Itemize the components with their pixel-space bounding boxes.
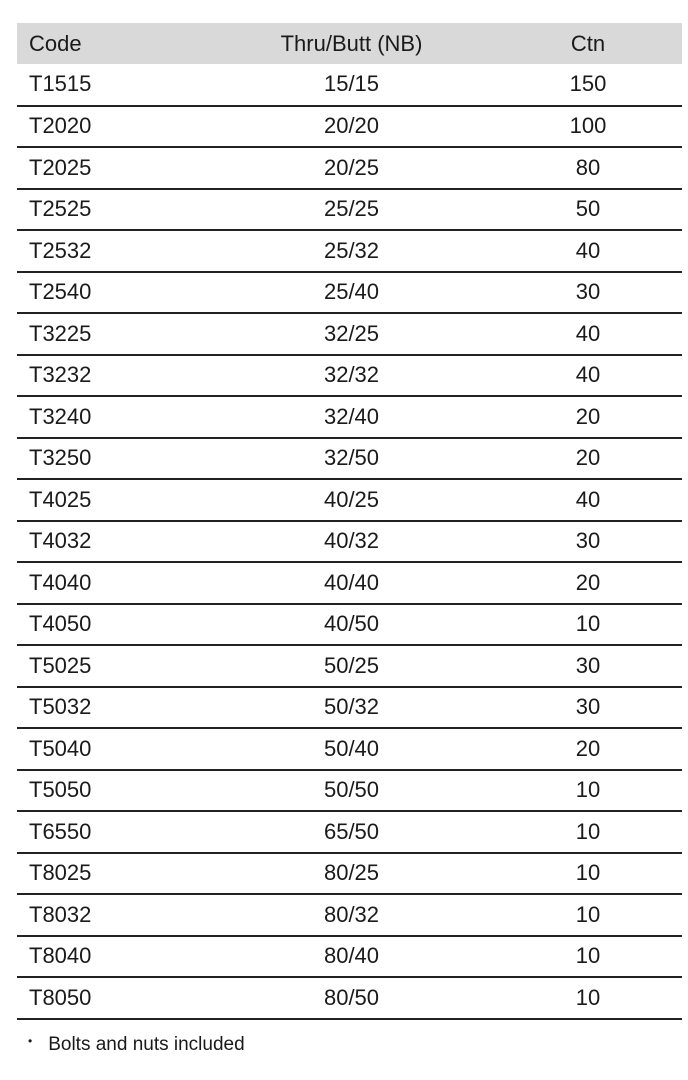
cell-thru-butt: 80/50 — [323, 984, 380, 1010]
cell-code: T4025 — [29, 486, 92, 512]
cell-code: T2532 — [29, 237, 92, 263]
cell-ctn: 20 — [575, 735, 601, 761]
table-row — [17, 604, 682, 646]
cell-ctn: 10 — [575, 860, 601, 886]
header-ctn: Ctn — [570, 30, 606, 56]
header-row — [17, 23, 682, 64]
cell-thru-butt: 50/40 — [323, 735, 380, 761]
table-row — [17, 272, 682, 314]
table-row — [17, 521, 682, 563]
cell-thru-butt: 50/50 — [323, 777, 380, 803]
cell-ctn: 10 — [575, 901, 601, 927]
table-row — [17, 977, 682, 1019]
cell-ctn: 10 — [575, 943, 601, 969]
cell-thru-butt: 50/25 — [323, 652, 380, 678]
header-thru-butt: Thru/Butt (NB) — [280, 30, 423, 56]
table-row — [17, 562, 682, 604]
cell-thru-butt: 32/50 — [323, 445, 380, 471]
cell-ctn: 40 — [575, 362, 601, 388]
cell-ctn: 40 — [575, 486, 601, 512]
cell-thru-butt: 40/40 — [323, 569, 380, 595]
cell-code: T4032 — [29, 528, 92, 554]
cell-ctn: 30 — [575, 279, 601, 305]
cell-code: T8040 — [29, 943, 92, 969]
table-header — [17, 23, 682, 64]
cell-thru-butt: 65/50 — [323, 818, 380, 844]
table-row — [17, 645, 682, 687]
table-row — [17, 438, 682, 480]
cell-ctn: 30 — [575, 528, 601, 554]
cell-thru-butt: 25/25 — [323, 196, 380, 222]
cell-code: T2025 — [29, 154, 92, 180]
cell-thru-butt: 32/32 — [323, 362, 380, 388]
cell-code: T5050 — [29, 777, 92, 803]
cell-ctn: 100 — [569, 113, 607, 139]
cell-thru-butt: 80/32 — [323, 901, 380, 927]
cell-ctn: 20 — [575, 445, 601, 471]
cell-code: T8050 — [29, 984, 92, 1010]
table-row — [17, 479, 682, 521]
cell-ctn: 10 — [575, 777, 601, 803]
cell-thru-butt: 40/50 — [323, 611, 380, 637]
cell-thru-butt: 40/32 — [323, 528, 380, 554]
cell-thru-butt: 40/25 — [323, 486, 380, 512]
table-row — [17, 728, 682, 770]
cell-ctn: 50 — [575, 196, 601, 222]
footnote-text: Bolts and nuts included — [48, 1034, 245, 1055]
product-table — [17, 23, 682, 1020]
table-row — [17, 313, 682, 355]
cell-thru-butt: 25/32 — [323, 237, 380, 263]
cell-code: T3250 — [29, 445, 92, 471]
cell-code: T5032 — [29, 694, 92, 720]
cell-code: T2540 — [29, 279, 92, 305]
cell-code: T5040 — [29, 735, 92, 761]
table-row — [17, 189, 682, 231]
footnote — [28, 1034, 245, 1056]
cell-thru-butt: 32/25 — [323, 320, 380, 346]
cell-thru-butt: 80/25 — [323, 860, 380, 886]
bullet-icon: • — [28, 1034, 33, 1048]
cell-ctn: 80 — [575, 154, 601, 180]
table-row — [17, 147, 682, 189]
cell-ctn: 20 — [575, 403, 601, 429]
cell-code: T4050 — [29, 611, 92, 637]
cell-thru-butt: 20/20 — [323, 113, 380, 139]
cell-ctn: 10 — [575, 818, 601, 844]
table-row — [17, 396, 682, 438]
cell-code: T6550 — [29, 818, 92, 844]
header-code: Code — [29, 30, 82, 56]
table-row — [17, 64, 682, 106]
cell-code: T4040 — [29, 569, 92, 595]
table-row — [17, 355, 682, 397]
cell-thru-butt: 20/25 — [323, 154, 380, 180]
cell-thru-butt: 80/40 — [323, 943, 380, 969]
cell-code: T8025 — [29, 860, 92, 886]
table-body — [17, 64, 682, 1019]
cell-code: T5025 — [29, 652, 92, 678]
table-row — [17, 230, 682, 272]
cell-code: T3232 — [29, 362, 92, 388]
cell-ctn: 40 — [575, 320, 601, 346]
cell-code: T2525 — [29, 196, 92, 222]
cell-ctn: 30 — [575, 694, 601, 720]
table-row — [17, 853, 682, 895]
cell-code: T2020 — [29, 113, 92, 139]
cell-ctn: 20 — [575, 569, 601, 595]
table-row — [17, 106, 682, 148]
table-row — [17, 936, 682, 978]
table-row — [17, 811, 682, 853]
cell-code: T3240 — [29, 403, 92, 429]
cell-code: T8032 — [29, 901, 92, 927]
cell-ctn: 30 — [575, 652, 601, 678]
cell-thru-butt: 25/40 — [323, 279, 380, 305]
cell-ctn: 10 — [575, 984, 601, 1010]
table-row — [17, 687, 682, 729]
cell-ctn: 150 — [569, 71, 607, 97]
cell-thru-butt: 32/40 — [323, 403, 380, 429]
table-row — [17, 770, 682, 812]
table-row — [17, 894, 682, 936]
cell-ctn: 40 — [575, 237, 601, 263]
cell-thru-butt: 15/15 — [323, 71, 380, 97]
cell-code: T1515 — [29, 71, 92, 97]
cell-thru-butt: 50/32 — [323, 694, 380, 720]
cell-ctn: 10 — [575, 611, 601, 637]
product-table-container — [17, 23, 670, 1020]
cell-code: T3225 — [29, 320, 92, 346]
